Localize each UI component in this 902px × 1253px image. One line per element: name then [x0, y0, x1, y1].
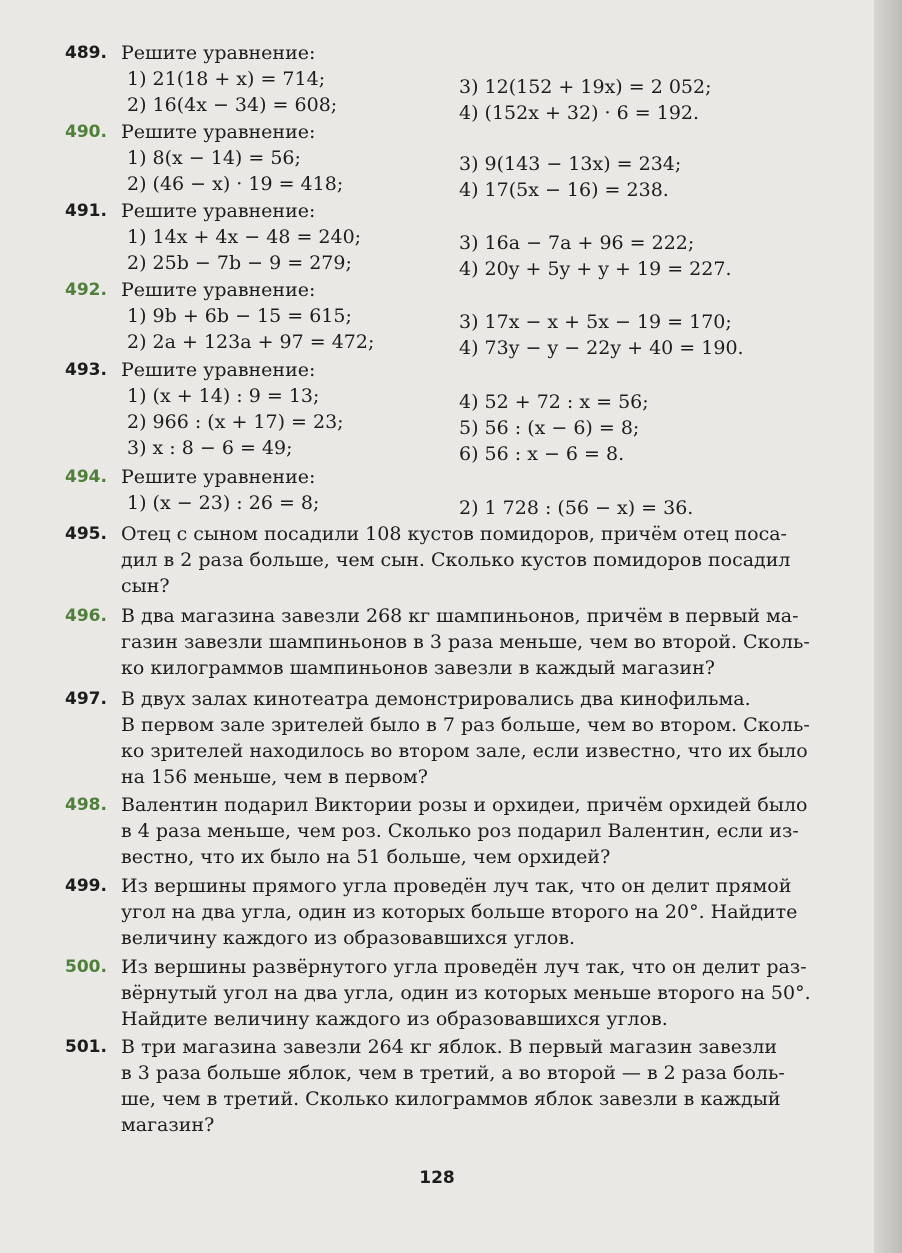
equation: 4) 20y + 5y + y + 19 = 227. [459, 258, 732, 280]
equation: 2) 25b − 7b − 9 = 279; [127, 252, 352, 274]
problem-text [121, 873, 849, 951]
equation: 1) (x + 14) : 9 = 13; [127, 385, 320, 407]
text-line: в 4 раза меньше, чем роз. Сколько роз подарил Валентин, если из- [121, 820, 799, 842]
text-line: Из вершины развёрнутого угла проведён луч так, что он делит раз- [121, 956, 807, 978]
problem-text [121, 954, 849, 1032]
equation: 5) 56 : (x − 6) = 8; [459, 417, 640, 439]
problem-number: 501. [65, 1037, 107, 1057]
text-line: на 156 меньше, чем в первом? [121, 766, 428, 788]
exercise-number: 493. [65, 360, 107, 380]
exercise-number: 489. [65, 43, 107, 63]
equation: 2) (46 − x) · 19 = 418; [127, 173, 344, 195]
equation: 6) 56 : x − 6 = 8. [459, 443, 625, 465]
problem-number: 496. [65, 606, 107, 626]
equation: 2) 16(4x − 34) = 608; [127, 94, 338, 116]
text-line: вестно, что их было на 51 больше, чем орхидей? [121, 846, 611, 868]
equation: 2) 2a + 123a + 97 = 472; [127, 331, 375, 353]
equation: 3) x : 8 − 6 = 49; [127, 437, 293, 459]
equation: 4) (152x + 32) · 6 = 192. [459, 102, 700, 124]
equation: 2) 966 : (x + 17) = 23; [127, 411, 344, 433]
exercise-number: 492. [65, 280, 107, 300]
equation: 4) 52 + 72 : x = 56; [459, 391, 649, 413]
problem-number: 497. [65, 689, 107, 709]
text-line: сын? [121, 575, 170, 597]
exercise-number: 490. [65, 122, 107, 142]
text-line: Валентин подарил Виктории розы и орхидеи, причём орхидей было [121, 794, 808, 816]
next-page-edge [874, 0, 902, 1253]
equation: 3) 16a − 7a + 96 = 222; [459, 232, 695, 254]
problem-text [121, 603, 849, 681]
text-line: ше, чем в третий. Сколько килограммов яблок завезли в каждый [121, 1088, 781, 1110]
text-line: вёрнутый угол на два угла, один из которых меньше второго на 50°. [121, 982, 811, 1004]
exercise-heading: Решите уравнение: [121, 42, 316, 64]
exercise-heading: Решите уравнение: [121, 359, 316, 381]
exercise-heading: Решите уравнение: [121, 279, 316, 301]
text-line: В два магазина завезли 268 кг шампиньонов, причём в первый ма- [121, 605, 799, 627]
text-line: Отец с сыном посадили 108 кустов помидоров, причём отец поса- [121, 523, 787, 545]
exercise-number: 491. [65, 201, 107, 221]
text-line: В три магазина завезли 264 кг яблок. В первый магазин завезли [121, 1036, 778, 1058]
text-line: В двух залах кинотеатра демонстрировались два кинофильма. [121, 688, 751, 710]
equation: 1) 14x + 4x − 48 = 240; [127, 226, 362, 248]
text-line: Из вершины прямого угла проведён луч так, что он делит прямой [121, 875, 792, 897]
text-line: угол на два угла, один из которых больше второго на 20°. Найдите [121, 901, 798, 923]
text-line: в 3 раза больше яблок, чем в третий, а во второй — в 2 раза боль- [121, 1062, 785, 1084]
equation: 1) 21(18 + x) = 714; [127, 68, 326, 90]
text-line: В первом зале зрителей было в 7 раз больше, чем во втором. Сколь- [121, 714, 810, 736]
exercise-heading: Решите уравнение: [121, 121, 316, 143]
problem-number: 495. [65, 524, 107, 544]
problem-number: 499. [65, 876, 107, 896]
equation: 2) 1 728 : (56 − x) = 36. [459, 497, 694, 519]
equation: 1) (x − 23) : 26 = 8; [127, 492, 320, 514]
equation: 3) 9(143 − 13x) = 234; [459, 153, 682, 175]
equation: 3) 17x − x + 5x − 19 = 170; [459, 311, 732, 333]
problem-number: 500. [65, 957, 107, 977]
equation: 1) 9b + 6b − 15 = 615; [127, 305, 352, 327]
text-line: магазин? [121, 1114, 215, 1136]
equation: 1) 8(x − 14) = 56; [127, 147, 301, 169]
equation: 4) 17(5x − 16) = 238. [459, 179, 669, 201]
problem-text [121, 521, 849, 599]
exercise-number: 494. [65, 467, 107, 487]
problem-text [121, 1034, 849, 1138]
equation: 4) 73y − y − 22y + 40 = 190. [459, 337, 744, 359]
text-line: ко зрителей находилось во втором зале, если известно, что их было [121, 740, 808, 762]
problem-text [121, 686, 849, 790]
text-line: ко килограммов шампиньонов завезли в каждый магазин? [121, 657, 715, 679]
exercise-heading: Решите уравнение: [121, 466, 316, 488]
problem-number: 498. [65, 795, 107, 815]
text-line: Найдите величину каждого из образовавшихся углов. [121, 1008, 668, 1030]
exercise-heading: Решите уравнение: [121, 200, 316, 222]
problem-text [121, 792, 849, 870]
text-line: величину каждого из образовавшихся углов. [121, 927, 576, 949]
text-line: дил в 2 раза больше, чем сын. Сколько кустов помидоров посадил [121, 549, 791, 571]
equation: 3) 12(152 + 19x) = 2 052; [459, 76, 712, 98]
page-number: 128 [419, 1168, 455, 1188]
text-line: газин завезли шампиньонов в 3 раза меньше, чем во второй. Сколь- [121, 631, 810, 653]
